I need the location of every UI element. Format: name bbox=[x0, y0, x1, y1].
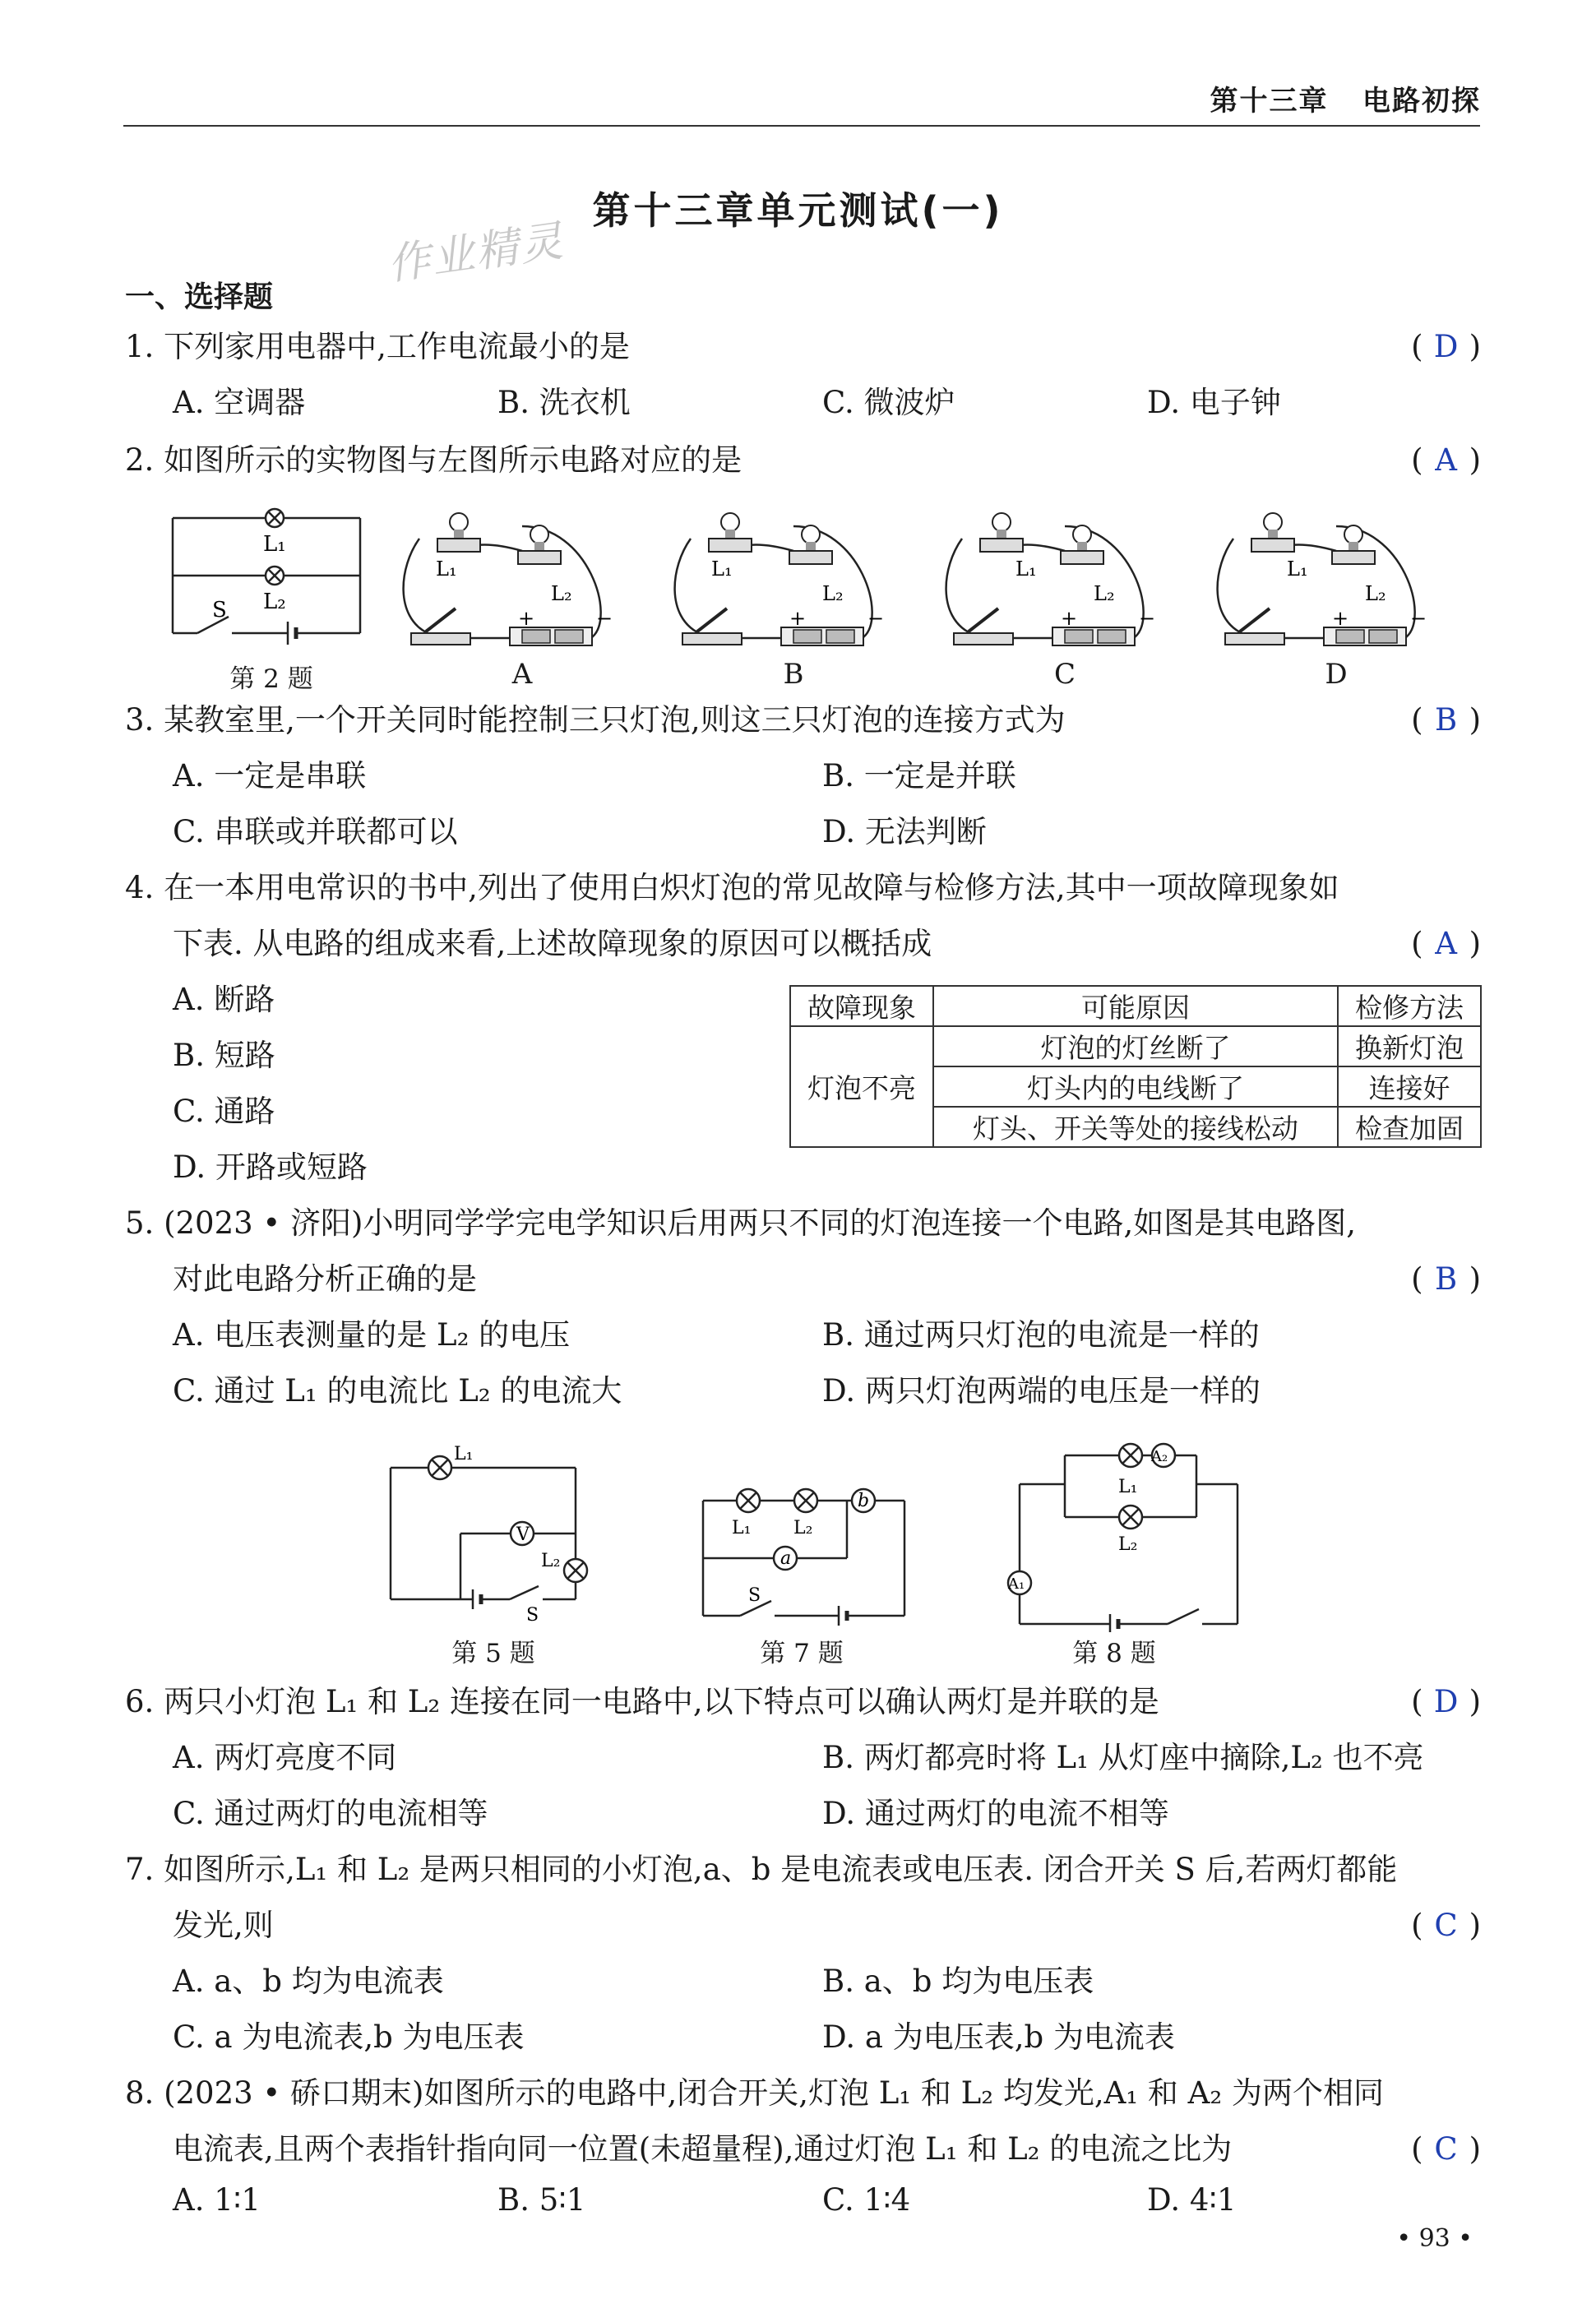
circuit-figures bbox=[378, 1427, 1250, 1632]
qB-l1: L₁ bbox=[711, 557, 733, 581]
table-cell: 换新灯泡 bbox=[1338, 1026, 1481, 1066]
page-number: • 93 • bbox=[1396, 2224, 1473, 2253]
fig8-caption: 第 8 题 bbox=[1072, 1639, 1156, 1668]
question-3-answer: ( B ) bbox=[1411, 702, 1481, 738]
q8-option-d: D. 4∶1 bbox=[1147, 2182, 1237, 2218]
table-header: 可能原因 bbox=[933, 986, 1338, 1026]
q4-option-d: D. 开路或短路 bbox=[173, 1150, 368, 1185]
question-7-answer: ( C ) bbox=[1411, 1908, 1481, 1943]
question-8-stem-line2: 电流表,且两个表指针指向同一位置(未超量程),通过灯泡 L₁ 和 L₂ 的电流之比为 bbox=[173, 2131, 1233, 2167]
f8-a1: A₁ bbox=[1008, 1575, 1025, 1593]
q4-option-b: B. 短路 bbox=[173, 1038, 275, 1073]
q2-label-c: C bbox=[1053, 658, 1076, 691]
qD-plus: + bbox=[1332, 607, 1349, 630]
q2-label-s: S bbox=[212, 598, 227, 622]
qD-l2: L₂ bbox=[1365, 582, 1386, 605]
q2-figure-caption: 第 2 题 bbox=[229, 664, 313, 694]
header-chapter: 第十三章 bbox=[1210, 85, 1329, 118]
question-1-answer: ( D ) bbox=[1411, 329, 1481, 364]
fault-table bbox=[789, 985, 1482, 1148]
table-cell: 灯泡的灯丝断了 bbox=[933, 1026, 1338, 1066]
question-5-stem-line2: 对此电路分析正确的是 bbox=[173, 1261, 477, 1297]
fig7-caption: 第 7 题 bbox=[760, 1639, 844, 1668]
q5-option-d: D. 两只灯泡两端的电压是一样的 bbox=[822, 1373, 1261, 1409]
q8-option-b: B. 5∶1 bbox=[497, 2182, 586, 2218]
q1-option-a: A. 空调器 bbox=[173, 385, 306, 420]
f7-a: a bbox=[780, 1548, 792, 1569]
qA-plus: + bbox=[518, 607, 535, 630]
fig5-caption: 第 5 题 bbox=[451, 1639, 535, 1668]
q7-option-a: A. a、b 均为电流表 bbox=[173, 1964, 444, 1999]
table-header: 故障现象 bbox=[790, 986, 933, 1026]
f8-l2: L₂ bbox=[1118, 1534, 1138, 1555]
qA-minus: − bbox=[596, 607, 613, 630]
qC-l2: L₂ bbox=[1094, 582, 1115, 605]
question-3-stem: 3. 某教室里,一个开关同时能控制三只灯泡,则这三只灯泡的连接方式为 bbox=[125, 702, 1066, 738]
q2-label-l2: L₂ bbox=[263, 590, 286, 614]
table-cell: 检查加固 bbox=[1338, 1107, 1481, 1147]
q3-option-c: C. 串联或并联都可以 bbox=[173, 814, 458, 849]
f7-b: b bbox=[858, 1491, 870, 1511]
q3-option-a: A. 一定是串联 bbox=[173, 758, 367, 793]
qC-minus: − bbox=[1139, 607, 1156, 630]
f8-l1: L₁ bbox=[1118, 1477, 1138, 1497]
table-cell: 灯头内的电线断了 bbox=[933, 1066, 1338, 1107]
q8-option-a: A. 1∶1 bbox=[173, 2182, 261, 2218]
q2-schematic bbox=[164, 493, 370, 650]
qB-plus: + bbox=[789, 607, 807, 630]
question-6-answer: ( D ) bbox=[1411, 1684, 1481, 1719]
q3-option-d: D. 无法判断 bbox=[822, 814, 987, 849]
table-cell: 连接好 bbox=[1338, 1066, 1481, 1107]
q4-option-a: A. 断路 bbox=[173, 982, 275, 1017]
f5-s: S bbox=[526, 1605, 539, 1626]
q2-label-d: D bbox=[1325, 658, 1348, 691]
question-1-stem: 1. 下列家用电器中,工作电流最小的是 bbox=[125, 329, 630, 364]
question-7-stem: 7. 如图所示,L₁ 和 L₂ 是两只相同的小灯泡,a、b 是电流表或电压表. 闭合开关 S 后,若两灯都能 bbox=[125, 1852, 1398, 1887]
f5-v: V bbox=[516, 1524, 530, 1545]
section-heading: 一、选择题 bbox=[125, 280, 274, 314]
f5-l2: L₂ bbox=[541, 1551, 561, 1571]
f7-l1: L₁ bbox=[732, 1518, 752, 1538]
q7-option-b: B. a、b 均为电压表 bbox=[822, 1964, 1094, 1999]
q1-option-d: D. 电子钟 bbox=[1147, 385, 1281, 420]
q5-option-b: B. 通过两只灯泡的电流是一样的 bbox=[822, 1317, 1260, 1353]
question-4-stem: 4. 在一本用电常识的书中,列出了使用白炽灯泡的常见故障与检修方法,其中一项故障现象如 bbox=[125, 870, 1339, 905]
qA-l1: L₁ bbox=[436, 557, 457, 581]
table-cell: 灯头、开关等处的接线松动 bbox=[933, 1107, 1338, 1147]
question-4-stem-line2: 下表. 从电路的组成来看,上述故障现象的原因可以概括成 bbox=[173, 926, 932, 961]
table-header: 检修方法 bbox=[1338, 986, 1481, 1026]
q3-option-b: B. 一定是并联 bbox=[822, 758, 1016, 793]
q6-option-c: C. 通过两灯的电流相等 bbox=[173, 1796, 488, 1831]
q2-physical-diagrams bbox=[395, 493, 1488, 654]
watermark: 作业精灵 bbox=[384, 216, 567, 290]
question-4-answer: ( A ) bbox=[1411, 926, 1481, 961]
page-title: 第十三章单元测试(一) bbox=[592, 188, 1004, 233]
q7-option-c: C. a 为电流表,b 为电压表 bbox=[173, 2019, 525, 2055]
q6-option-a: A. 两灯亮度不同 bbox=[173, 1740, 397, 1775]
q5-option-c: C. 通过 L₁ 的电流比 L₂ 的电流大 bbox=[173, 1373, 622, 1409]
header-rule bbox=[123, 125, 1480, 127]
q6-option-d: D. 通过两灯的电流不相等 bbox=[822, 1796, 1169, 1831]
question-2-stem: 2. 如图所示的实物图与左图所示电路对应的是 bbox=[125, 442, 742, 478]
question-8-stem: 8. (2023 • 硚口期末)如图所示的电路中,闭合开关,灯泡 L₁ 和 L₂ 均发光,A₁ 和 A₂ 为两个相同 bbox=[125, 2075, 1384, 2111]
header-section: 电路初探 bbox=[1362, 85, 1481, 118]
qD-l1: L₁ bbox=[1287, 557, 1308, 581]
q1-option-c: C. 微波炉 bbox=[822, 385, 955, 420]
q5-option-a: A. 电压表测量的是 L₂ 的电压 bbox=[173, 1317, 571, 1353]
question-7-stem-line2: 发光,则 bbox=[173, 1908, 274, 1943]
q2-label-b: B bbox=[783, 658, 804, 691]
qB-l2: L₂ bbox=[822, 582, 844, 605]
qD-minus: − bbox=[1410, 607, 1427, 630]
question-6-stem: 6. 两只小灯泡 L₁ 和 L₂ 连接在同一电路中,以下特点可以确认两灯是并联的是 bbox=[125, 1684, 1159, 1719]
question-2-answer: ( A ) bbox=[1411, 442, 1481, 478]
f5-l1: L₁ bbox=[454, 1444, 474, 1464]
q7-option-d: D. a 为电压表,b 为电流表 bbox=[822, 2019, 1175, 2055]
q2-label-l1: L₁ bbox=[263, 532, 286, 557]
f7-s: S bbox=[748, 1585, 761, 1606]
q8-option-c: C. 1∶4 bbox=[822, 2182, 911, 2218]
qC-l1: L₁ bbox=[1015, 557, 1037, 581]
qA-l2: L₂ bbox=[551, 582, 572, 605]
question-8-answer: ( C ) bbox=[1411, 2131, 1481, 2167]
running-header bbox=[1210, 78, 1481, 118]
qB-minus: − bbox=[867, 607, 885, 630]
table-cell-symptom: 灯泡不亮 bbox=[790, 1026, 933, 1147]
qC-plus: + bbox=[1061, 607, 1078, 630]
f8-a2: A₂ bbox=[1151, 1448, 1168, 1465]
question-5-answer: ( B ) bbox=[1411, 1261, 1481, 1297]
question-5-stem: 5. (2023 • 济阳)小明同学学完电学知识后用两只不同的灯泡连接一个电路,如图是其电路图, bbox=[125, 1205, 1356, 1241]
q2-label-a: A bbox=[511, 658, 533, 691]
q1-option-b: B. 洗衣机 bbox=[497, 385, 631, 420]
f7-l2: L₂ bbox=[793, 1518, 813, 1538]
q4-option-c: C. 通路 bbox=[173, 1094, 275, 1129]
q6-option-b: B. 两灯都亮时将 L₁ 从灯座中摘除,L₂ 也不亮 bbox=[822, 1740, 1424, 1775]
